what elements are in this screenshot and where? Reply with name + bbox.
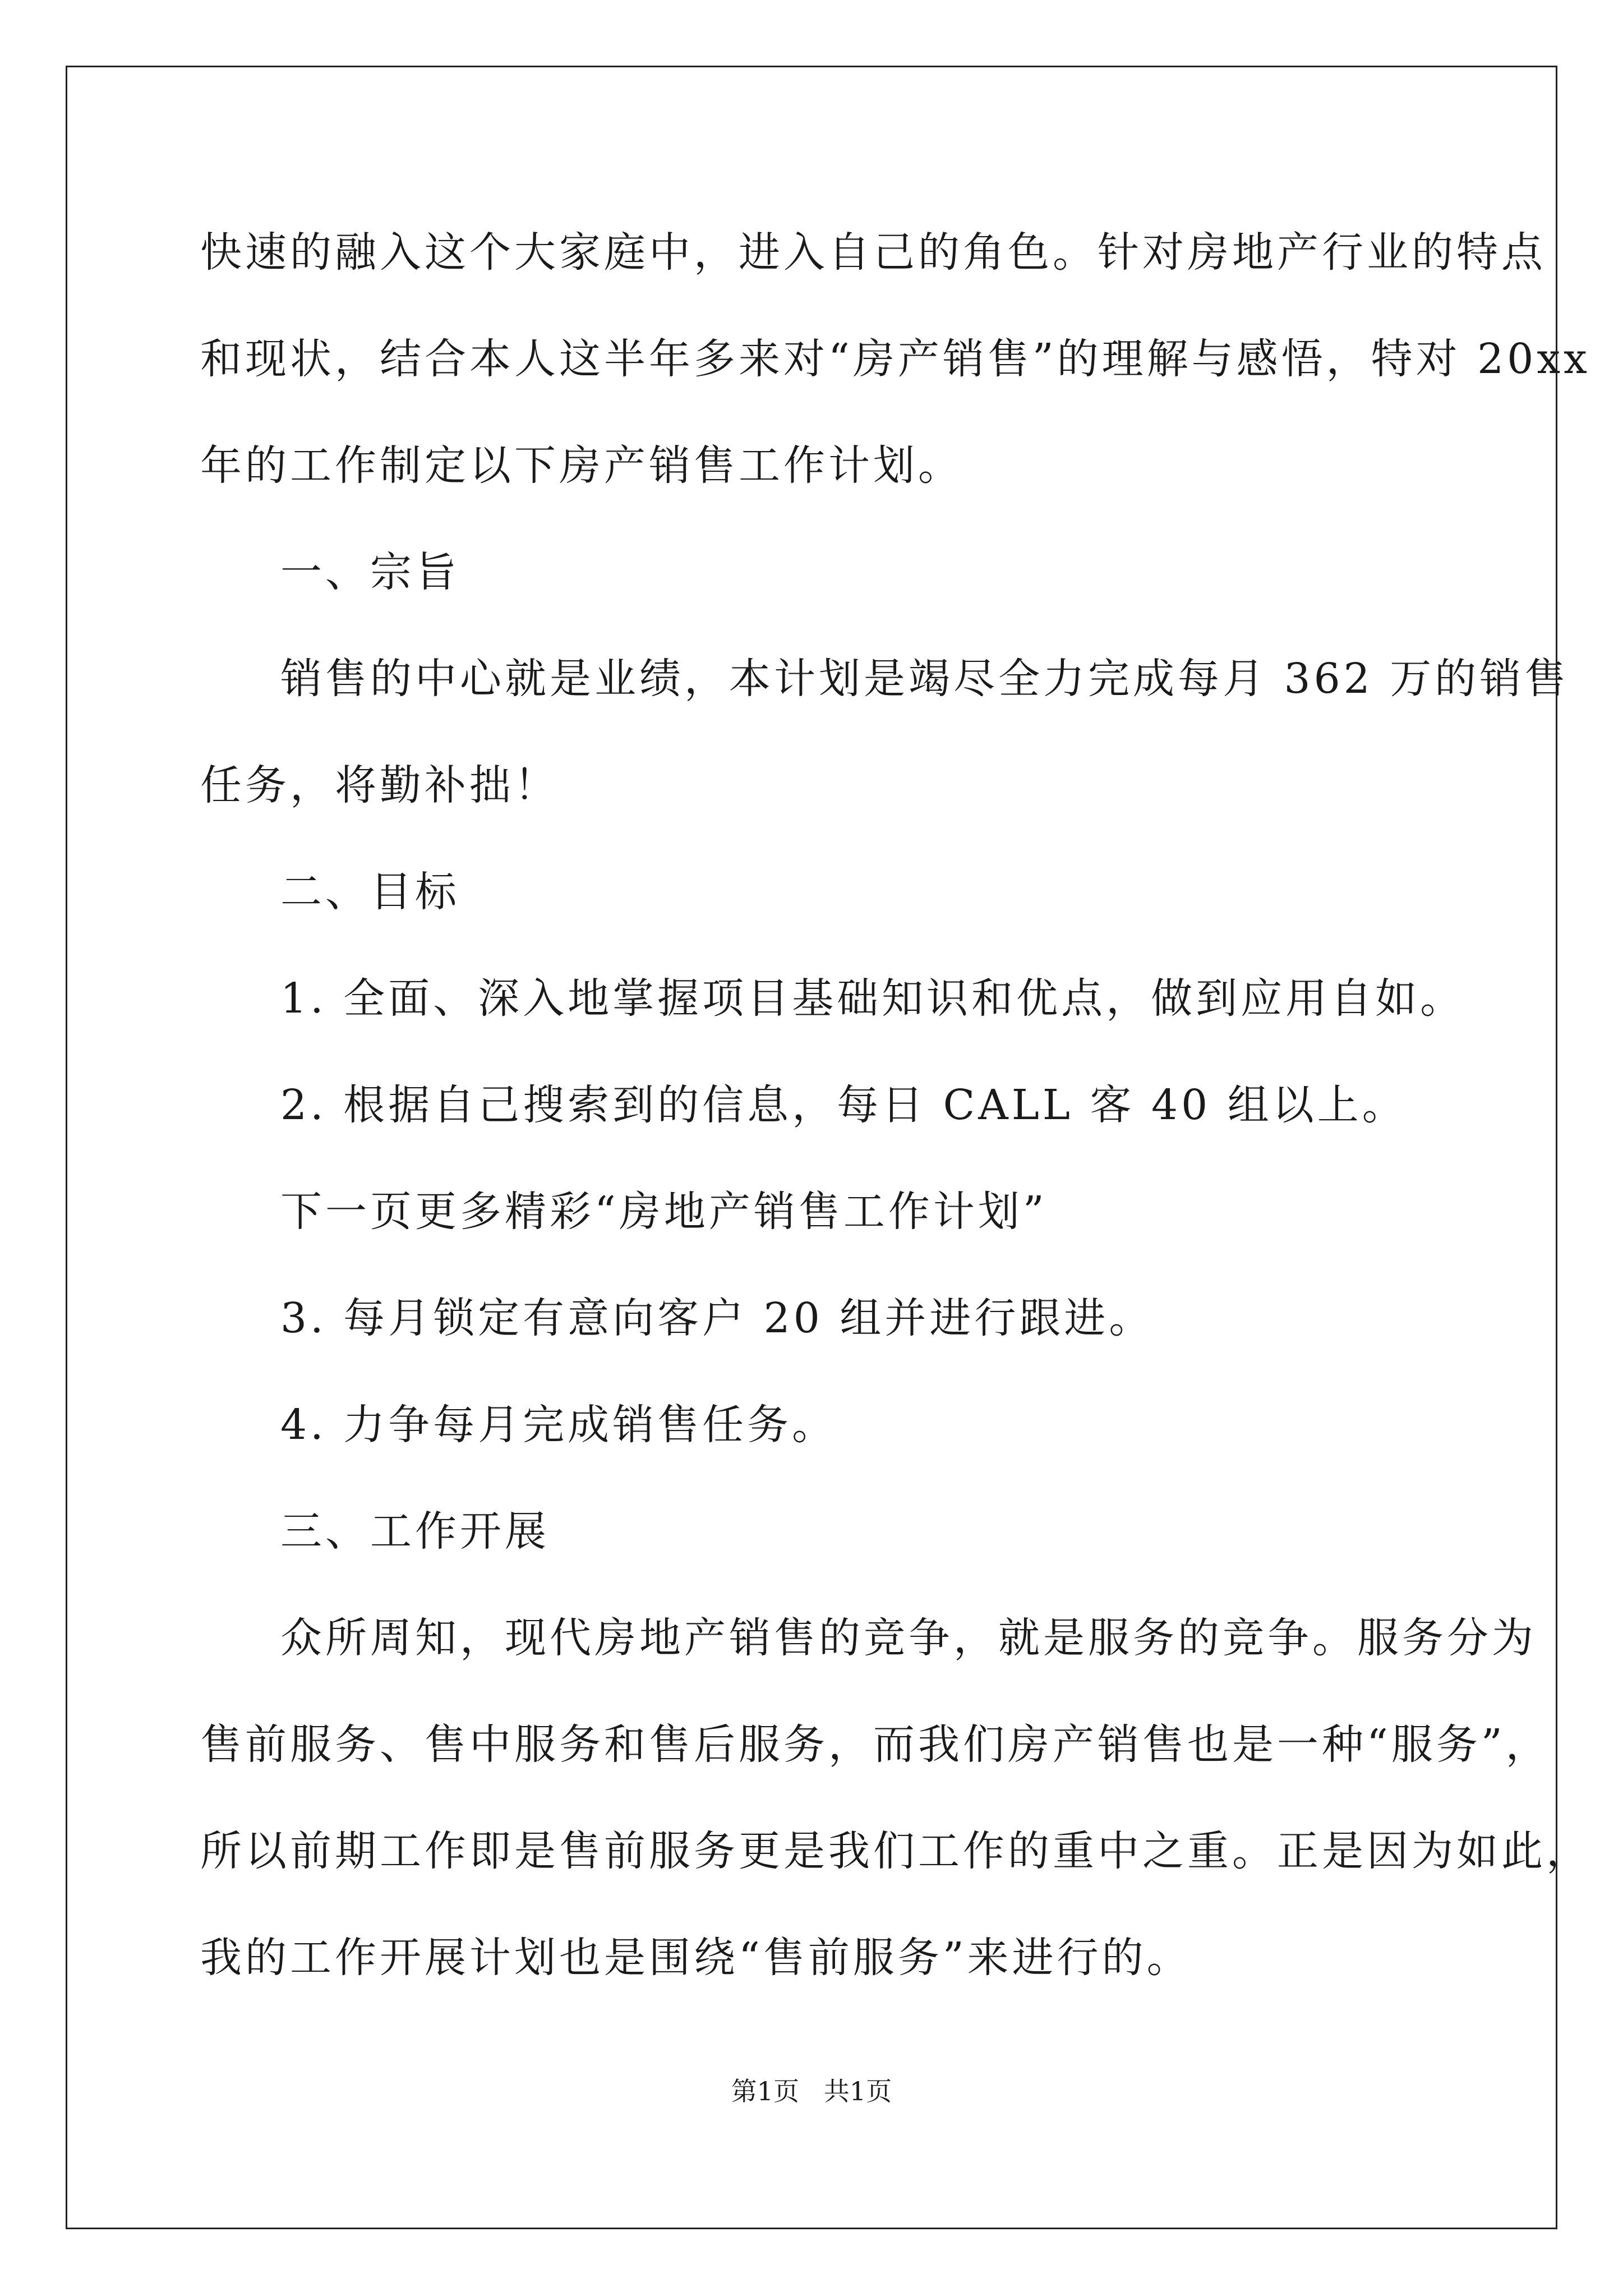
list-item: 2. 根据自己搜索到的信息，每日 CALL 客 40 组以上。 (280, 1081, 1407, 1129)
list-item: 4. 力争每月完成销售任务。 (280, 1401, 837, 1449)
paragraph-line: 售前服务、售中服务和售后服务，而我们房产销售也是一种“服务”， (200, 1720, 1551, 1769)
page-footer: 第1页 共1页 (731, 2076, 892, 2106)
paragraph-line: 我的工作开展计划也是围绕“售前服务”来进行的。 (200, 1934, 1192, 1982)
paragraph-line: 快速的融入这个大家庭中，进入自己的角色。针对房地产行业的特点 (200, 228, 1546, 277)
list-item: 3. 每月锁定有意向客户 20 组并进行跟进。 (280, 1294, 1154, 1342)
section-heading: 二、目标 (280, 868, 460, 916)
section-heading: 一、宗旨 (280, 548, 460, 596)
page-border (66, 66, 1591, 2229)
paragraph-line: 众所周知，现代房地产销售的竞争，就是服务的竞争。服务分为 (280, 1614, 1537, 1662)
paragraph-line: 年的工作制定以下房产销售工作计划。 (200, 441, 963, 490)
paragraph-line: 销售的中心就是业绩，本计划是竭尽全力完成每月 362 万的销售 (280, 655, 1570, 703)
paragraph-line: 和现状，结合本人这半年多来对“房产销售”的理解与感悟，特对 20xx (200, 335, 1590, 383)
paragraph-line: 所以前期工作即是售前服务更是我们工作的重中之重。正是因为如此， (200, 1827, 1591, 1875)
section-heading: 三、工作开展 (280, 1507, 550, 1556)
paragraph-line: 任务，将勤补拙！ (200, 761, 559, 809)
list-item: 1. 全面、深入地掌握项目基础知识和优点，做到应用自如。 (280, 974, 1465, 1023)
next-page-link-text: 下一页更多精彩“房地产销售工作计划” (280, 1188, 1048, 1236)
